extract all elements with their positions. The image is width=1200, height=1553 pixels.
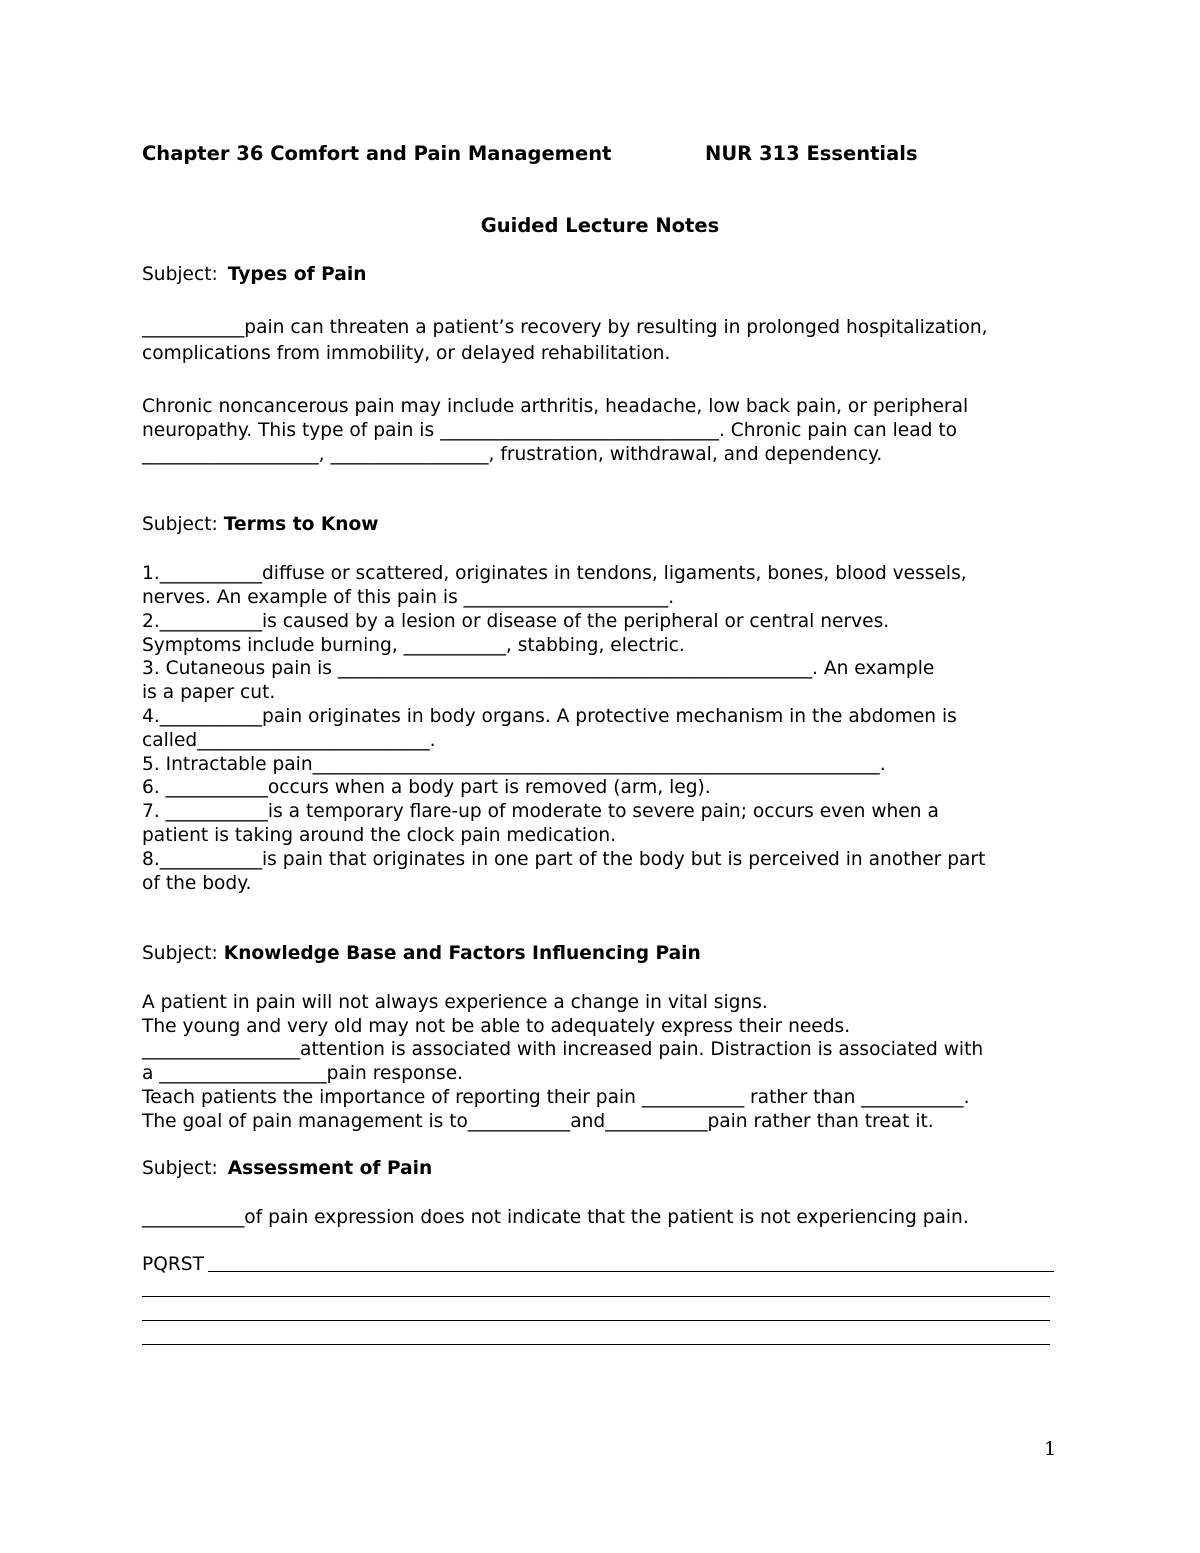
text-line: The young and very old may not be able to adequately express their needs.	[142, 1016, 851, 1037]
text-line: Symptoms include burning, ___________, stabbing, electric.	[142, 635, 685, 656]
text-line: ___________of pain expression does not indicate that the patient is not experiencing pain.	[142, 1207, 969, 1228]
subject-heading-types-of-pain	[142, 264, 366, 285]
text-line: Teach patients the importance of reporting their pain ___________ rather than ___________.	[142, 1087, 970, 1108]
subject-title: Assessment of Pain	[227, 1158, 433, 1179]
text-line: The goal of pain management is to___________and___________pain rather than treat it.	[142, 1111, 934, 1132]
subject-heading-assessment	[142, 1158, 432, 1179]
text-line: 7. ___________is a temporary flare-up of moderate to severe pain; occurs even when a	[142, 801, 939, 822]
text-line: complications from immobility, or delayed rehabilitation.	[142, 343, 671, 364]
subject-title: Terms to Know	[223, 514, 379, 535]
pqrst-label: PQRST	[142, 1254, 204, 1275]
text-line: is a paper cut.	[142, 682, 276, 703]
text-line: a __________________pain response.	[142, 1063, 464, 1084]
text-line: 4.___________pain originates in body organs. A protective mechanism in the abdomen is	[142, 706, 957, 727]
text-line: called_________________________.	[142, 730, 436, 751]
page-subtitle: Guided Lecture Notes	[480, 214, 720, 237]
page-number: 1	[1044, 1438, 1057, 1460]
text-line: neuropathy. This type of pain is ______________________________. Chronic pain can lead to	[142, 420, 958, 441]
subject-label: Subject:	[142, 943, 218, 964]
subject-title: Types of Pain	[227, 264, 367, 285]
chapter-title: Chapter 36 Comfort and Pain Management	[142, 142, 612, 165]
text-line: of the body.	[142, 873, 252, 894]
text-line: ___________pain can threaten a patient’s recovery by resulting in prolonged hospitalization,	[142, 317, 988, 338]
text-line: 5. Intractable pain_____________________________________________________________.	[142, 754, 886, 775]
subject-title: Knowledge Base and Factors Influencing Pain	[223, 943, 701, 964]
subject-heading-terms-to-know	[142, 514, 378, 535]
text-line: Chronic noncancerous pain may include arthritis, headache, low back pain, or peripheral	[142, 396, 969, 417]
course-title: NUR 313 Essentials	[705, 142, 918, 165]
text-line: _________________attention is associated with increased pain. Distraction is associated with	[142, 1039, 984, 1060]
text-line: patient is taking around the clock pain medication.	[142, 825, 617, 846]
text-line: nerves. An example of this pain is ______________________.	[142, 587, 675, 608]
subject-label: Subject:	[142, 514, 218, 535]
text-line: 8.___________is pain that originates in one part of the body but is perceived in another part	[142, 849, 986, 870]
answer-line	[142, 1344, 1050, 1345]
text-line: 3. Cutaneous pain is ___________________________________________________. An example	[142, 658, 935, 679]
text-line: 6. ___________occurs when a body part is removed (arm, leg).	[142, 777, 711, 798]
answer-line	[208, 1271, 1054, 1272]
subject-label: Subject:	[142, 264, 218, 285]
text-line: 1.___________diffuse or scattered, originates in tendons, ligaments, bones, blood vessels,	[142, 563, 967, 584]
subject-label: Subject:	[142, 1158, 218, 1179]
text-line: 2.___________is caused by a lesion or disease of the peripheral or central nerves.	[142, 611, 890, 632]
answer-line	[142, 1296, 1050, 1297]
answer-line	[142, 1320, 1050, 1321]
text-line: ___________________, _________________, frustration, withdrawal, and dependency.	[142, 444, 883, 465]
text-line: A patient in pain will not always experience a change in vital signs.	[142, 992, 768, 1013]
subject-heading-knowledge-base	[142, 943, 701, 964]
